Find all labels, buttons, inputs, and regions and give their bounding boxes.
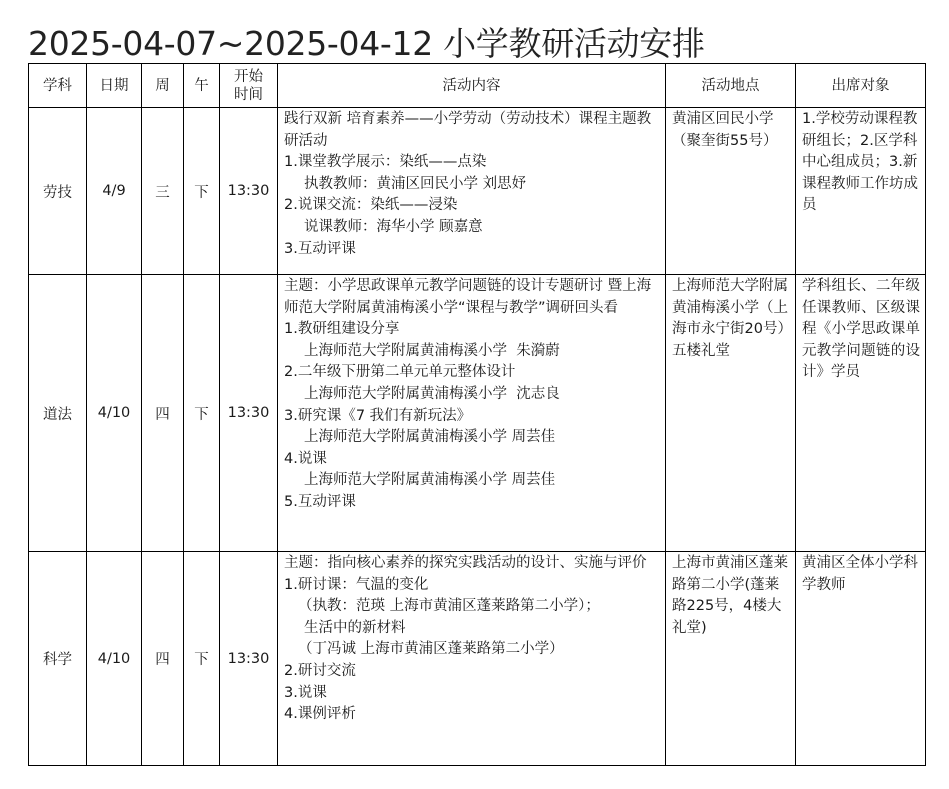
header-attendees: 出席对象	[796, 64, 926, 108]
content-line: 1.研讨课：气温的变化	[284, 576, 429, 593]
header-location: 活动地点	[666, 64, 796, 108]
cell-attendees: 1.学校劳动课程教研组长；2.区学科中心组成员；3.新课程教师工作坊成员	[796, 108, 926, 275]
cell-time: 13:30	[220, 552, 278, 766]
cell-subject: 道法	[29, 275, 87, 552]
content-line: 执教教师：黄浦区回民小学 刘思妤	[304, 175, 527, 192]
cell-location: 上海市黄浦区蓬莱路第二小学(蓬莱路225号，4楼大礼堂)	[666, 552, 796, 766]
content-line: 2.研讨交流	[284, 662, 356, 679]
cell-weekday: 四	[142, 552, 184, 766]
header-start-time-line1: 开始	[234, 68, 263, 85]
cell-attendees: 黄浦区全体小学科学教师	[796, 552, 926, 766]
content-line: 主题：指向核心素养的探究实践活动的设计、实施与评价	[284, 555, 647, 571]
content-line: 主题：小学思政课单元教学问题链的设计专题研讨 暨上海师范大学附属黄浦梅溪小学“课程与教学”调研回头看	[284, 278, 652, 316]
cell-weekday: 四	[142, 275, 184, 552]
cell-subject: 劳技	[29, 108, 87, 275]
header-row	[29, 64, 926, 108]
content-line: 4.课例评析	[284, 706, 356, 723]
header-content: 活动内容	[278, 64, 666, 108]
schedule-table	[28, 63, 926, 766]
cell-location: 上海师范大学附属黄浦梅溪小学（上海市永宁街20号）五楼礼堂	[666, 275, 796, 552]
header-start-time	[220, 64, 278, 108]
cell-date: 4/9	[87, 108, 142, 275]
content-line: 1.教研组建设分享	[284, 321, 400, 338]
header-date: 日期	[87, 64, 142, 108]
content-line: 3.互动评课	[284, 240, 356, 257]
content-line: 1.课堂教学展示：染纸——点染	[284, 154, 487, 171]
cell-content	[278, 552, 666, 766]
content-line: 上海师范大学附属黄浦梅溪小学 沈志良	[304, 385, 560, 402]
cell-date: 4/10	[87, 275, 142, 552]
table-row	[29, 108, 926, 275]
table-row	[29, 552, 926, 766]
content-line: 4.说课	[284, 450, 327, 467]
cell-weekday: 三	[142, 108, 184, 275]
content-line: 上海师范大学附属黄浦梅溪小学 朱漪蔚	[304, 342, 560, 359]
table-row	[29, 275, 926, 552]
cell-content	[278, 108, 666, 275]
content-line: 说课教师：海华小学 顾嘉意	[304, 218, 483, 235]
content-line: 践行双新 培育素养——小学劳动（劳动技术）课程主题教研活动	[284, 111, 652, 149]
header-halfday: 午	[184, 64, 220, 108]
cell-subject: 科学	[29, 552, 87, 766]
cell-halfday: 下	[184, 108, 220, 275]
cell-halfday: 下	[184, 275, 220, 552]
header-start-time-line2: 时间	[234, 86, 263, 103]
header-weekday: 周	[142, 64, 184, 108]
content-line: 2.说课交流：染纸——浸染	[284, 197, 458, 214]
cell-time: 13:30	[220, 108, 278, 275]
cell-date: 4/10	[87, 552, 142, 766]
cell-halfday: 下	[184, 552, 220, 766]
cell-content	[278, 275, 666, 552]
content-line: 上海师范大学附属黄浦梅溪小学 周芸佳	[304, 429, 556, 446]
content-line: 3.说课	[284, 684, 327, 701]
content-line: 上海师范大学附属黄浦梅溪小学 周芸佳	[304, 472, 556, 489]
page-title: 2025-04-07~2025-04-12 小学教研活动安排	[28, 24, 705, 63]
cell-time: 13:30	[220, 275, 278, 552]
header-subject: 学科	[29, 64, 87, 108]
content-line: 5.互动评课	[284, 493, 356, 510]
content-line: （丁冯诚 上海市黄浦区蓬莱路第二小学）	[298, 641, 564, 658]
cell-location: 黄浦区回民小学（聚奎街55号）	[666, 108, 796, 275]
content-line: （执教：范瑛 上海市黄浦区蓬莱路第二小学）；	[298, 598, 600, 615]
content-line: 生活中的新材料	[304, 619, 406, 636]
content-line: 3.研究课《7 我们有新玩法》	[284, 407, 472, 424]
content-line: 2.二年级下册第二单元单元整体设计	[284, 364, 516, 381]
cell-attendees: 学科组长、二年级任课教师、区级课程《小学思政课单元教学问题链的设计》学员	[796, 275, 926, 552]
